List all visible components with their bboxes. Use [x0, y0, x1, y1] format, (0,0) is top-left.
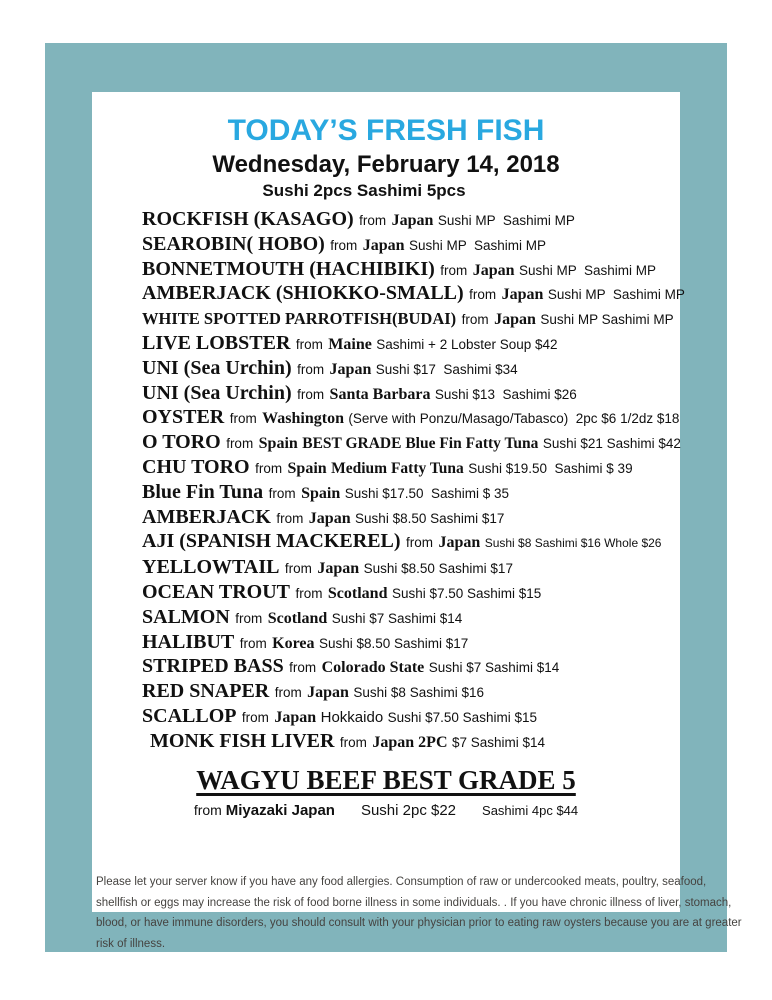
fish-name: Blue Fin Tuna [142, 480, 264, 503]
menu-item [92, 233, 680, 258]
menu-item [92, 282, 685, 307]
fish-name: UNI (Sea Urchin) [142, 381, 292, 404]
price-label: Sushi $8.50 Sashimi $17 [363, 561, 513, 577]
origin-label: Scotland [267, 609, 328, 627]
origin-label: Spain [301, 484, 341, 502]
price-label: Sushi $8.50 Sashimi $17 [318, 635, 469, 651]
origin-label: Japan [274, 708, 317, 726]
menu-item [92, 406, 680, 431]
menu-item [92, 705, 680, 730]
fish-name: WHITE SPOTTED PARROTFISH(BUDAI) [142, 309, 457, 329]
from-label: from [359, 213, 387, 228]
fish-name: STRIPED BASS [142, 655, 284, 678]
from-label: from [276, 510, 304, 526]
price-label: Sushi $13 Sashimi $26 [434, 386, 577, 402]
origin-label: Japan [391, 212, 434, 229]
from-label: from [193, 801, 222, 818]
price-label: Sushi $8 Sashimi $16 Whole $26 [484, 536, 662, 551]
origin-label: Japan [317, 560, 360, 578]
price-label: Sushi $17 Sashimi $34 [375, 361, 518, 377]
origin-label: Japan 2PC [372, 733, 448, 751]
fish-name: O TORO [142, 431, 221, 454]
price-label: Sashimi + 2 Lobster Soup $42 [376, 336, 558, 352]
price-label: (Serve with Ponzu/Masago/Tabasco) 2pc $6 1/2dz $18 [348, 411, 680, 427]
special-section [92, 765, 680, 819]
origin-label: Scotland [327, 584, 388, 602]
from-label: from [330, 237, 358, 253]
fish-name: CHU TORO [142, 455, 250, 478]
fish-name: HALIBUT [142, 630, 235, 653]
menu-item [92, 456, 680, 481]
menu-list [92, 208, 685, 755]
fish-name: OYSTER [142, 406, 225, 429]
menu-item [92, 307, 680, 332]
fish-name: AJI (SPANISH MACKEREL) [142, 530, 401, 553]
fish-name: ROCKFISH (KASAGO) [142, 208, 354, 230]
price-label: Sushi $7 Sashimi $14 [331, 610, 463, 626]
origin-label: Korea [272, 634, 315, 652]
origin-label: Japan [438, 534, 481, 552]
origin-label: Santa Barbara [329, 385, 431, 403]
from-label: from [229, 411, 257, 427]
menu-paper [92, 92, 685, 912]
origin-label: Japan [501, 286, 544, 304]
price-label: Sushi MP Sashimi MP [437, 213, 575, 228]
menu-item [92, 258, 680, 283]
origin-label: Japan [307, 684, 349, 702]
origin-label: Japan [362, 236, 405, 254]
from-label: from [289, 660, 317, 676]
page-title: TODAY’S FRESH FISH [227, 114, 545, 147]
origin-label: Japan [308, 509, 351, 527]
from-label: from [461, 312, 489, 328]
from-label: from [226, 436, 254, 452]
special-origin: Miyazaki Japan [225, 801, 335, 819]
price-label: Sushi $8.50 Sashimi $17 [355, 510, 505, 526]
menu-item [92, 208, 680, 233]
fish-name: YELLOWTAIL [142, 556, 280, 579]
origin-label: Japan [472, 261, 515, 279]
fish-name: RED SNAPER [142, 680, 270, 703]
price-label: Sushi $19.50 Sashimi $ 39 [468, 460, 633, 476]
fish-name: SCALLOP [142, 704, 237, 727]
price-label: Sushi MP Sashimi MP [547, 287, 685, 303]
menu-item [92, 730, 680, 755]
price-label: Sushi MP Sashimi MP [540, 312, 674, 328]
from-label: from [339, 734, 367, 750]
origin-label: Japan [329, 360, 372, 378]
menu-item [92, 357, 680, 382]
from-label: from [295, 336, 323, 352]
menu-item [92, 631, 680, 656]
fish-name: OCEAN TROUT [142, 580, 290, 603]
from-label: from [297, 361, 325, 377]
price-label: Sushi $7.50 Sashimi $15 [387, 709, 537, 725]
from-label: from [255, 460, 283, 476]
from-label: from [440, 262, 468, 278]
menu-item [92, 506, 680, 531]
menu-item [92, 655, 680, 680]
from-label: from [469, 287, 497, 303]
from-label: from [268, 485, 296, 501]
special-sashimi-price: Sashimi 4pc $44 [482, 802, 579, 818]
fish-name: AMBERJACK [142, 505, 271, 528]
price-label: Sushi MP Sashimi MP [518, 262, 657, 278]
descriptor-label: BEST GRADE Blue Fin Fatty Tuna [302, 435, 539, 453]
price-label: Sushi $21 Sashimi $42 [542, 436, 681, 452]
menu-item [92, 332, 680, 357]
special-sushi-price: Sushi 2pc $22 [360, 801, 457, 819]
origin-label: Washington [262, 410, 344, 428]
fish-name: SEAROBIN( HOBO) [142, 232, 325, 255]
menu-item [92, 530, 680, 556]
price-label: Sushi $7.50 Sashimi $15 [391, 585, 542, 601]
price-label: Sushi $8 Sashimi $16 [353, 685, 484, 701]
price-label: Sushi $7 Sashimi $14 [428, 660, 560, 676]
from-label: from [297, 386, 325, 402]
origin-label: Japan [494, 311, 536, 329]
origin-label: Spain [287, 459, 327, 477]
fish-name: UNI (Sea Urchin) [142, 356, 292, 379]
fish-name: BONNETMOUTH (HACHIBIKI) [142, 257, 435, 280]
menu-item [92, 382, 680, 407]
portion-note: Sushi 2pcs Sashimi 5pcs [262, 181, 466, 200]
origin-label: Colorado State [321, 659, 425, 677]
price-label: Sushi $17.50 Sashimi $ 35 [344, 485, 510, 501]
from-label: from [406, 535, 433, 551]
price-label: $7 Sashimi $14 [451, 734, 546, 750]
from-label: from [284, 561, 312, 577]
special-title: WAGYU BEEF BEST GRADE 5 [196, 764, 576, 795]
from-label: from [239, 635, 267, 651]
from-label: from [241, 709, 269, 725]
menu-item [92, 481, 680, 506]
menu-item [92, 556, 680, 581]
fish-name: SALMON [142, 605, 230, 628]
special-details [92, 802, 680, 819]
origin-label: Maine [328, 335, 372, 353]
fish-name: LIVE LOBSTER [142, 331, 291, 354]
origin-label: Spain [258, 435, 298, 453]
from-label: from [274, 685, 302, 701]
allergy-disclaimer: Please let your server know if you have any food allergies. Consumption of raw or undercooked meats, poultry, seafood, shellfish or eggs may increase the risk of food borne illness in some individuals. . If you have chronic illness of liver, stomach, blood, or have immune disorders, you should consult with your physician prior to eating raw oysters because you are at greater risk of illness. [96, 876, 742, 950]
plain-descriptor-label: Hokkaido [320, 708, 384, 726]
menu-item [92, 581, 680, 606]
fish-name: MONK FISH LIVER [150, 729, 335, 752]
price-label: Sushi MP Sashimi MP [408, 237, 547, 253]
from-label: from [235, 610, 263, 626]
from-label: from [295, 585, 323, 601]
menu-item [92, 431, 680, 456]
descriptor-label: Medium Fatty Tuna [331, 459, 464, 477]
menu-item [92, 680, 680, 705]
fish-name: AMBERJACK (SHIOKKO-SMALL) [142, 282, 464, 305]
menu-item [92, 606, 680, 631]
menu-date: Wednesday, February 14, 2018 [212, 151, 560, 178]
